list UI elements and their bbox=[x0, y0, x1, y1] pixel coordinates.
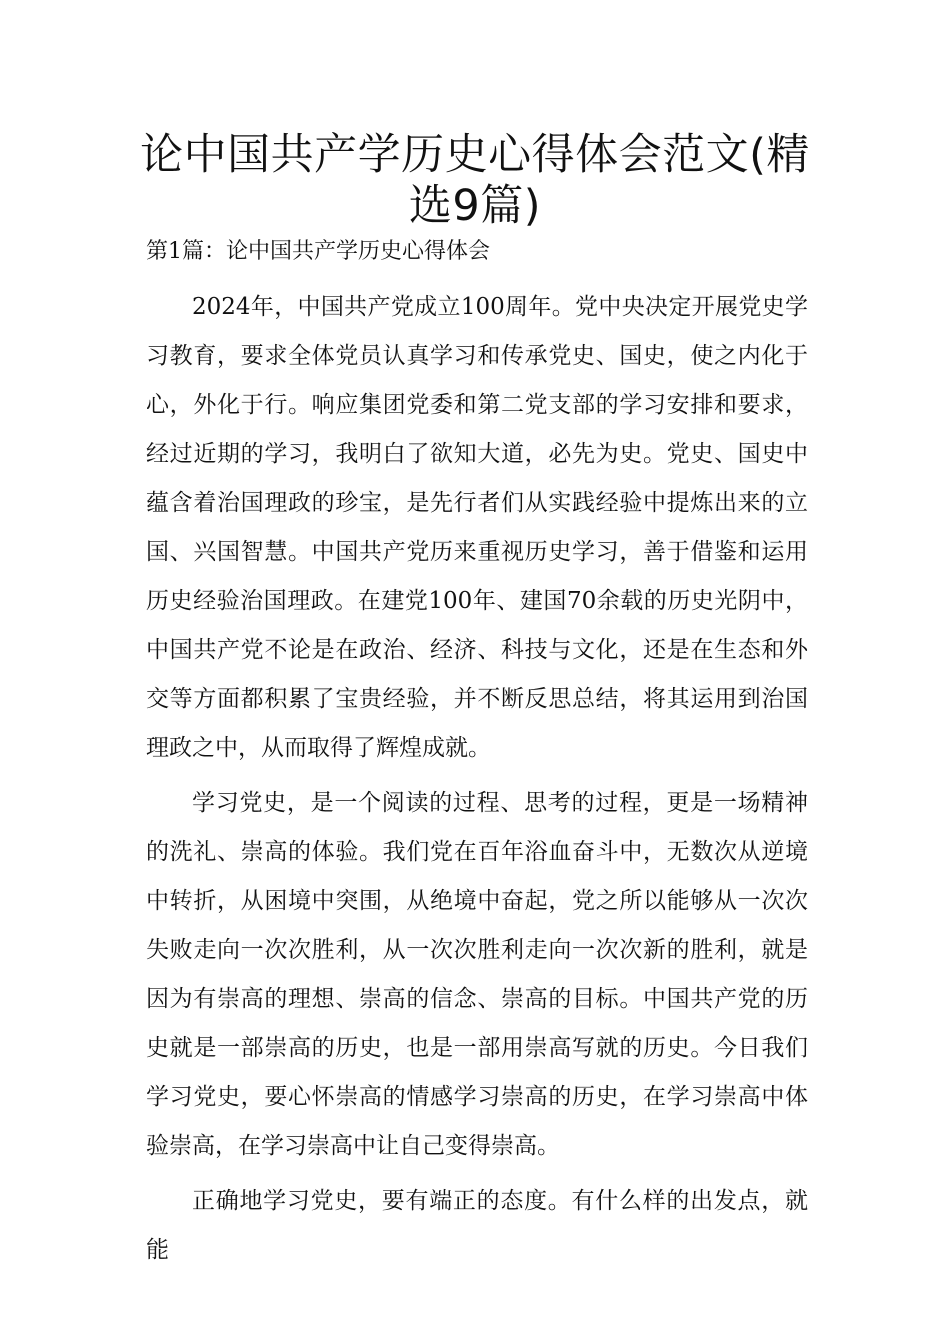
paragraph: 学习党史，是一个阅读的过程、思考的过程，更是一场精神的洗礼、崇高的体验。我们党在百年浴血奋斗中，无数次从逆境中转折，从困境中突围，从绝境中奋起，党之所以能够从一次次失败走向一次次胜利，从一次次胜利走向一次次新的胜利，就是因为有崇高的理想、崇高的信念、崇高的目标。中国共产党的历史就是一部崇高的历史，也是一部用崇高写就的历史。今日我们学习党史，要心怀崇高的情感学习崇高的历史，在学习崇高中体验崇高，在学习崇高中让自己变得崇高。 bbox=[146, 790, 808, 1159]
document-body bbox=[146, 283, 808, 1281]
section-heading: 第1篇：论中国共产学历史心得体会 bbox=[146, 239, 490, 264]
document-title: 论中国共产学历史心得体会范文(精选9篇) bbox=[140, 130, 810, 231]
paragraph: 正确地学习党史，要有端正的态度。有什么样的出发点，就能 bbox=[146, 1188, 808, 1263]
paragraph: 2024年，中国共产党成立100周年。党中央决定开展党史学习教育，要求全体党员认真学习和传承党史、国史，使之内化于心，外化于行。响应集团党委和第二党支部的学习安排和要求，经过近期的学习，我明白了欲知大道，必先为史。党史、国史中蕴含着治国理政的珍宝，是先行者们从实践经验中提炼出来的立国、兴国智慧。中国共产党历来重视历史学习，善于借鉴和运用历史经验治国理政。在建党100年、建国70余载的历史光阴中，中国共产党不论是在政治、经济、科技与文化，还是在生态和外交等方面都积累了宝贵经验，并不断反思总结，将其运用到治国理政之中，从而取得了辉煌成就。 bbox=[146, 294, 808, 761]
